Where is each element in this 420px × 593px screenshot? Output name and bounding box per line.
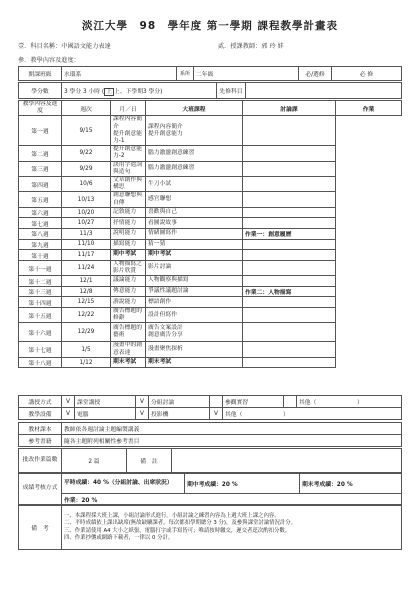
table-row (19, 323, 402, 342)
table-row (19, 146, 402, 161)
materials-table (18, 422, 402, 447)
homework-cell (243, 342, 336, 357)
discussion-cell: 爭議性議題討論 (146, 286, 243, 297)
discussion-cell: 喜歡與自己 (146, 207, 243, 218)
week-cell: 第十一週 (19, 260, 62, 275)
type-label: 必/選修 (299, 67, 332, 81)
lecture-cell: 記敘能力 (111, 207, 146, 218)
table-row (19, 250, 402, 261)
homework-cell (243, 239, 336, 250)
week-cell: 第十二週 (19, 276, 62, 287)
homework-note-label: 備 註 (127, 449, 172, 473)
discussion-cell: 期中考試 (146, 250, 243, 261)
homework-cell (243, 276, 336, 287)
equipment-option-other: 其他（ ） (223, 408, 402, 420)
class-info-table (18, 66, 402, 81)
homework-cell (243, 116, 336, 146)
discussion-cell: 人物觀察與描寫 (146, 276, 243, 287)
week-cell: 第三週 (19, 161, 62, 176)
method-check-2: V (136, 396, 149, 408)
table-row (19, 177, 402, 192)
lecture-cell: 文章創作與構思 (111, 177, 146, 192)
grading-midterm: 期中考成績：20 % (185, 474, 300, 494)
discussion-cell: 漫畫聚焦探析 (146, 342, 243, 357)
date-cell: 11/3 (62, 229, 111, 240)
week-cell: 第十五週 (19, 308, 62, 323)
lecture-cell: 廣告標題的修辭 (111, 308, 146, 323)
remark-line-1: 一、本課程採大班上課，小組討論形式進行。小組討論之練習內容為上週大班上課之內容。 (64, 513, 280, 520)
equipment-check-1: V (62, 408, 75, 420)
table-row (19, 229, 402, 240)
week-cell: 第九週 (19, 239, 62, 250)
date-cell: 12/15 (62, 297, 111, 308)
table-row (19, 286, 402, 297)
grading-assignment: 作業：20 % (62, 494, 402, 505)
lecture-cell: 提升創意能力-2 (111, 146, 146, 161)
discussion-cell: 廣告文案設計 創意廣告分享 (146, 323, 243, 342)
date-cell: 10/13 (62, 192, 111, 207)
week-cell: 第一週 (19, 116, 62, 146)
lecture-cell: 創意聯想與自傳 (111, 192, 146, 207)
reference-label: 參考書籍 (19, 435, 62, 447)
lecture-cell: 期中考試 (111, 250, 146, 261)
method-check-4 (284, 396, 297, 408)
week-cell: 第八週 (19, 229, 62, 240)
schedule-table (18, 100, 402, 368)
week-cell: 第六週 (19, 207, 62, 218)
date-cell: 10/27 (62, 218, 111, 229)
date-cell: 10/20 (62, 207, 111, 218)
date-cell: 9/15 (62, 116, 111, 146)
table-row (19, 308, 402, 323)
lecture-cell: 抒情能力 (111, 218, 146, 229)
discussion-cell: 設計但寫作 (146, 308, 243, 323)
week-cell: 第二週 (19, 146, 62, 161)
week-cell: 第七週 (19, 218, 62, 229)
credits-label: 學分數 (19, 83, 62, 99)
table-row (19, 342, 402, 357)
equipment-option-computer: 電腦 (75, 408, 136, 420)
date-cell: 12/29 (62, 323, 111, 342)
table-row (19, 207, 402, 218)
prereq-value (246, 83, 402, 99)
header-homework: 作業 (336, 101, 402, 116)
week-cell: 第四週 (19, 177, 62, 192)
homework-cell (243, 357, 336, 368)
date-cell: 1/5 (62, 342, 111, 357)
discussion-cell: 牛刀小試 (146, 177, 243, 192)
equipment-check-3: V (210, 408, 223, 420)
schedule-section-label: 教學內容及進度 (19, 101, 62, 116)
class-label: 開課班級 (19, 67, 62, 81)
grading-label: 成績考核方式 (19, 474, 62, 505)
homework-cell (243, 308, 336, 323)
week-cell: 第十四週 (19, 297, 62, 308)
lecture-cell: 期末考試 (111, 357, 146, 368)
credits-tail: 3 學分) (143, 89, 163, 95)
credits-option-both: 上、下學期 (114, 89, 144, 95)
reference-value: 隨各主題附列相關性參考書目 (62, 435, 402, 447)
lecture-cell: 課程內容簡介 提升創意能力-1 (111, 116, 146, 146)
homework-cell (243, 260, 336, 275)
method-option-lecture: 課堂講授 (75, 396, 136, 408)
method-check-3 (210, 396, 223, 408)
remarks-content (62, 506, 402, 550)
homework-note-value (172, 449, 402, 473)
remark-line-4: 四、作業抄襲或網路下載者，一律以 0 分計。 (64, 534, 174, 541)
homework-cell (243, 250, 336, 261)
lecture-cell: 議論能力 (111, 276, 146, 287)
credits-value: 3 學分 3 小時 ( (64, 89, 105, 95)
equipment-check-2: V (136, 408, 149, 420)
table-row (19, 357, 402, 368)
table-row (19, 192, 402, 207)
lecture-cell: 廣告標題的藝術 (111, 323, 146, 342)
credits-value-cell (62, 83, 217, 99)
textbook-label: 教材課本 (19, 423, 62, 435)
week-cell: 第十週 (19, 250, 62, 261)
week-cell: 第十三週 (19, 286, 62, 297)
date-cell: 11/24 (62, 260, 111, 275)
homework-cell (243, 177, 336, 192)
discussion-cell: 看圖說故事 (146, 218, 243, 229)
equipment-option-projector: 投影機 (149, 408, 210, 420)
homework-cell (243, 161, 336, 176)
table-row (19, 276, 402, 287)
week-cell: 第十八週 (19, 357, 62, 368)
date-cell: 12/1 (62, 276, 111, 287)
prereq-label: 先修科目 (217, 83, 246, 99)
grading-usual: 平時成績：40 %（分組討論、出席狀況） (62, 474, 185, 494)
homework-cell (243, 146, 336, 161)
grade-value: 二年級 (194, 67, 299, 81)
date-cell: 12/8 (62, 286, 111, 297)
grading-final: 期末考成績：20 % (300, 474, 402, 494)
week-cell: 第十六週 (19, 323, 62, 342)
homework-count-table (18, 448, 402, 473)
week-cell: 第五週 (19, 192, 62, 207)
homework-cell: 作業一：創意履歷 (243, 229, 336, 240)
date-cell: 9/29 (62, 161, 111, 176)
subject-line: 壹．科目名稱：中國語文能力表達 (18, 43, 111, 50)
discussion-cell: 影片討論 (146, 260, 243, 275)
header-date: 月／日 (111, 101, 146, 116)
method-option-other: 其他（ ） (297, 396, 402, 408)
section-heading: 參．教學內容及進度： (18, 57, 80, 64)
lecture-cell: 游說能力 (111, 297, 146, 308)
date-cell: 10/6 (62, 177, 111, 192)
teacher-line: 貳．授課教師：郭 玲 妦 (218, 43, 284, 50)
lecture-cell: 人物描寫之影片欣賞 (111, 260, 146, 275)
discussion-cell: 標語創作 (146, 297, 243, 308)
discussion-cell: 課程內容簡介 提升創意能力 (146, 116, 243, 146)
lecture-cell: 訣用字遣詞與造句 (111, 161, 146, 176)
method-check-1: V (62, 396, 75, 408)
homework-cell (243, 323, 336, 342)
discussion-cell: 猜一猜 (146, 239, 243, 250)
homework-cell (243, 297, 336, 308)
remarks-table (18, 505, 402, 550)
discussion-cell: 情緒圖寫作 (146, 229, 243, 240)
header-discussion: 討論課 (243, 101, 336, 116)
date-cell: 11/10 (62, 239, 111, 250)
table-row (19, 116, 402, 146)
table-row (19, 161, 402, 176)
date-cell: 9/22 (62, 146, 111, 161)
remark-line-2: 二、平時成績依上課出缺席(無故缺曠課者，每次都扣學期總分 3 分)，及參與課堂討論情況計分。 (64, 520, 297, 527)
discussion-cell: 腦力激盪創意練習 (146, 146, 243, 161)
lecture-cell: 說明能力 (111, 229, 146, 240)
textbook-value: 教師依各週討論主題編製講義 (62, 423, 402, 435)
table-row (19, 260, 402, 275)
page-title: 淡江大學 98 學年度 第一學期 課程教學計畫表 (82, 20, 338, 32)
homework-cell: 作業二：人物描寫 (243, 286, 336, 297)
method-table (18, 395, 402, 420)
table-row (19, 239, 402, 250)
lecture-cell: 漫畫中的創意表達 (111, 342, 146, 357)
header-week: 週次 (62, 101, 111, 116)
lecture-cell: 傳意能力 (111, 286, 146, 297)
credits-option-up: 上 (106, 89, 113, 95)
date-cell: 12/22 (62, 308, 111, 323)
week-cell: 第十七週 (19, 342, 62, 357)
grading-table (18, 473, 402, 505)
homework-count-value: 2 篇 (62, 449, 127, 473)
equipment-label: 教學設備 (19, 408, 62, 420)
homework-count-label: 批改作業篇數 (19, 449, 62, 473)
discussion-cell: 期末考試 (146, 357, 243, 368)
class-value: 水環系 (62, 67, 177, 81)
homework-cell (243, 218, 336, 229)
discussion-cell: 腦力激盪創意練習 (146, 161, 243, 176)
table-row (19, 218, 402, 229)
credits-table (18, 82, 402, 99)
remark-line-3: 三、作業請使用 A4 大小之紙張，電腦打字或手寫皆可；唯請按時繳交，遲交者逕次酌扣分數。 (64, 527, 291, 534)
method-option-discussion: 分組討論 (149, 396, 210, 408)
schedule-body (19, 116, 402, 368)
table-row (19, 297, 402, 308)
homework-cell (243, 192, 336, 207)
remarks-label: 備 考 (19, 506, 62, 550)
method-option-visit: 參觀實習 (223, 396, 284, 408)
lecture-cell: 描寫能力 (111, 239, 146, 250)
discussion-cell: 感官聯想 (146, 192, 243, 207)
homework-cell (243, 207, 336, 218)
date-cell: 1/12 (62, 357, 111, 368)
method-label: 講授方式 (19, 396, 62, 408)
dept-label: 系所 (177, 67, 194, 81)
header-lecture: 大班課程 (146, 101, 243, 116)
date-cell: 11/17 (62, 250, 111, 261)
type-value: 必 修 (332, 67, 402, 81)
